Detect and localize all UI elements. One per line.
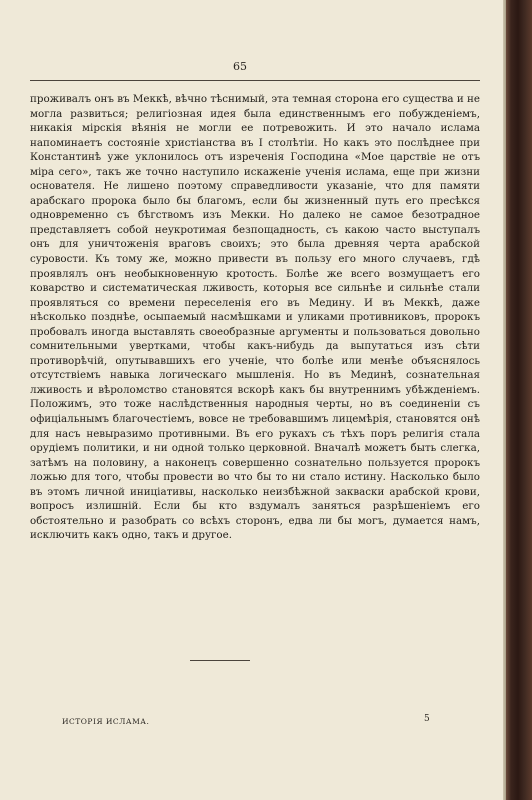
body-text	[30, 92, 480, 543]
body-paragraph: проживалъ онъ въ Меккѣ, вѣчно тѣснимый, эта темная сторона его существа и не могла развиться; религіозная идея была единственнымъ его побужденіемъ, никакія мірскія вѣянія не могли ее потревожить. И это начало ислама напоминаетъ состояніе христіанства въ I столѣтіи. Но какъ это послѣднее при Константинѣ уже уклонилось отъ изреченія Господина «Мое царствіе не отъ міра сего», такъ же точно наступило искаженіе ученія ислама, еще при жизни основателя. Не лишено поэтому справедливости указаніе, что для памяти арабскаго пророка было бы благомъ, если бы жизненный путь его пресѣкся одновременно съ бѣгствомъ изъ Мекки. Но далеко не самое безотрадное представляетъ собой неукротимая безпощадность, съ какою часто выступалъ онъ для уничтоженія враговъ своихъ; это была древняя черта арабской суровости. Къ тому же, можно привести въ пользу его много случаевъ, гдѣ проявлялъ онъ необыкновенную кротость. Болѣе же всего возмущаетъ его коварство и систематическая лживость, которыя все сильнѣе и сильнѣе стали проявляться со времени переселенія его въ Медину. И въ Меккѣ, даже нѣсколько позднѣе, осыпаемый насмѣшками и уликами противниковъ, пророкъ пробовалъ иногда выставлять своеобразные аргументы и пользоваться довольно сомнительными увертками, чтобы какъ-нибудь да выпутаться изъ сѣти противорѣчій, опутывавшихъ его ученіе, что болѣе или менѣе объяснялось отсутствіемъ навыка логическаго мышленія. Но въ Мединѣ, сознательная лживость и вѣроломство становятся вскорѣ какъ бы внутреннимъ убѣжденіемъ. Положимъ, это тоже наслѣдственныя народныя черты, но въ соединеніи съ офиціальнымъ благочестіемъ, вовсе не требовавшимъ лицемѣрія, становятся онѣ для насъ невыразимо противными. Въ его рукахъ съ тѣхъ поръ религія стала орудіемъ политики, и ни одной только церковной. Вначалѣ можетъ быть слегка, затѣмъ на половину, а наконецъ совершенно сознательно пользуется пророкъ ложью для того, чтобы провести во что бы то ни стало истину. Насколько было въ этомъ личной иниціативы, насколько неизбѣжной закваски арабской крови, вопросъ излишній. Если бы кто вздумалъ заняться разрѣшеніемъ его обстоятельно и разобрать со всѣхъ сторонъ, едва ли бы могъ, думается намъ, исключить какъ одно, такъ и другое.	[30, 93, 480, 542]
book-binding	[506, 0, 532, 800]
page-number: 65	[233, 60, 247, 73]
signature-mark: ИСТОРІЯ ИСЛАМА.	[62, 717, 150, 726]
end-rule	[190, 660, 250, 661]
header-rule	[30, 80, 480, 81]
sheet-number: 5	[424, 714, 430, 724]
